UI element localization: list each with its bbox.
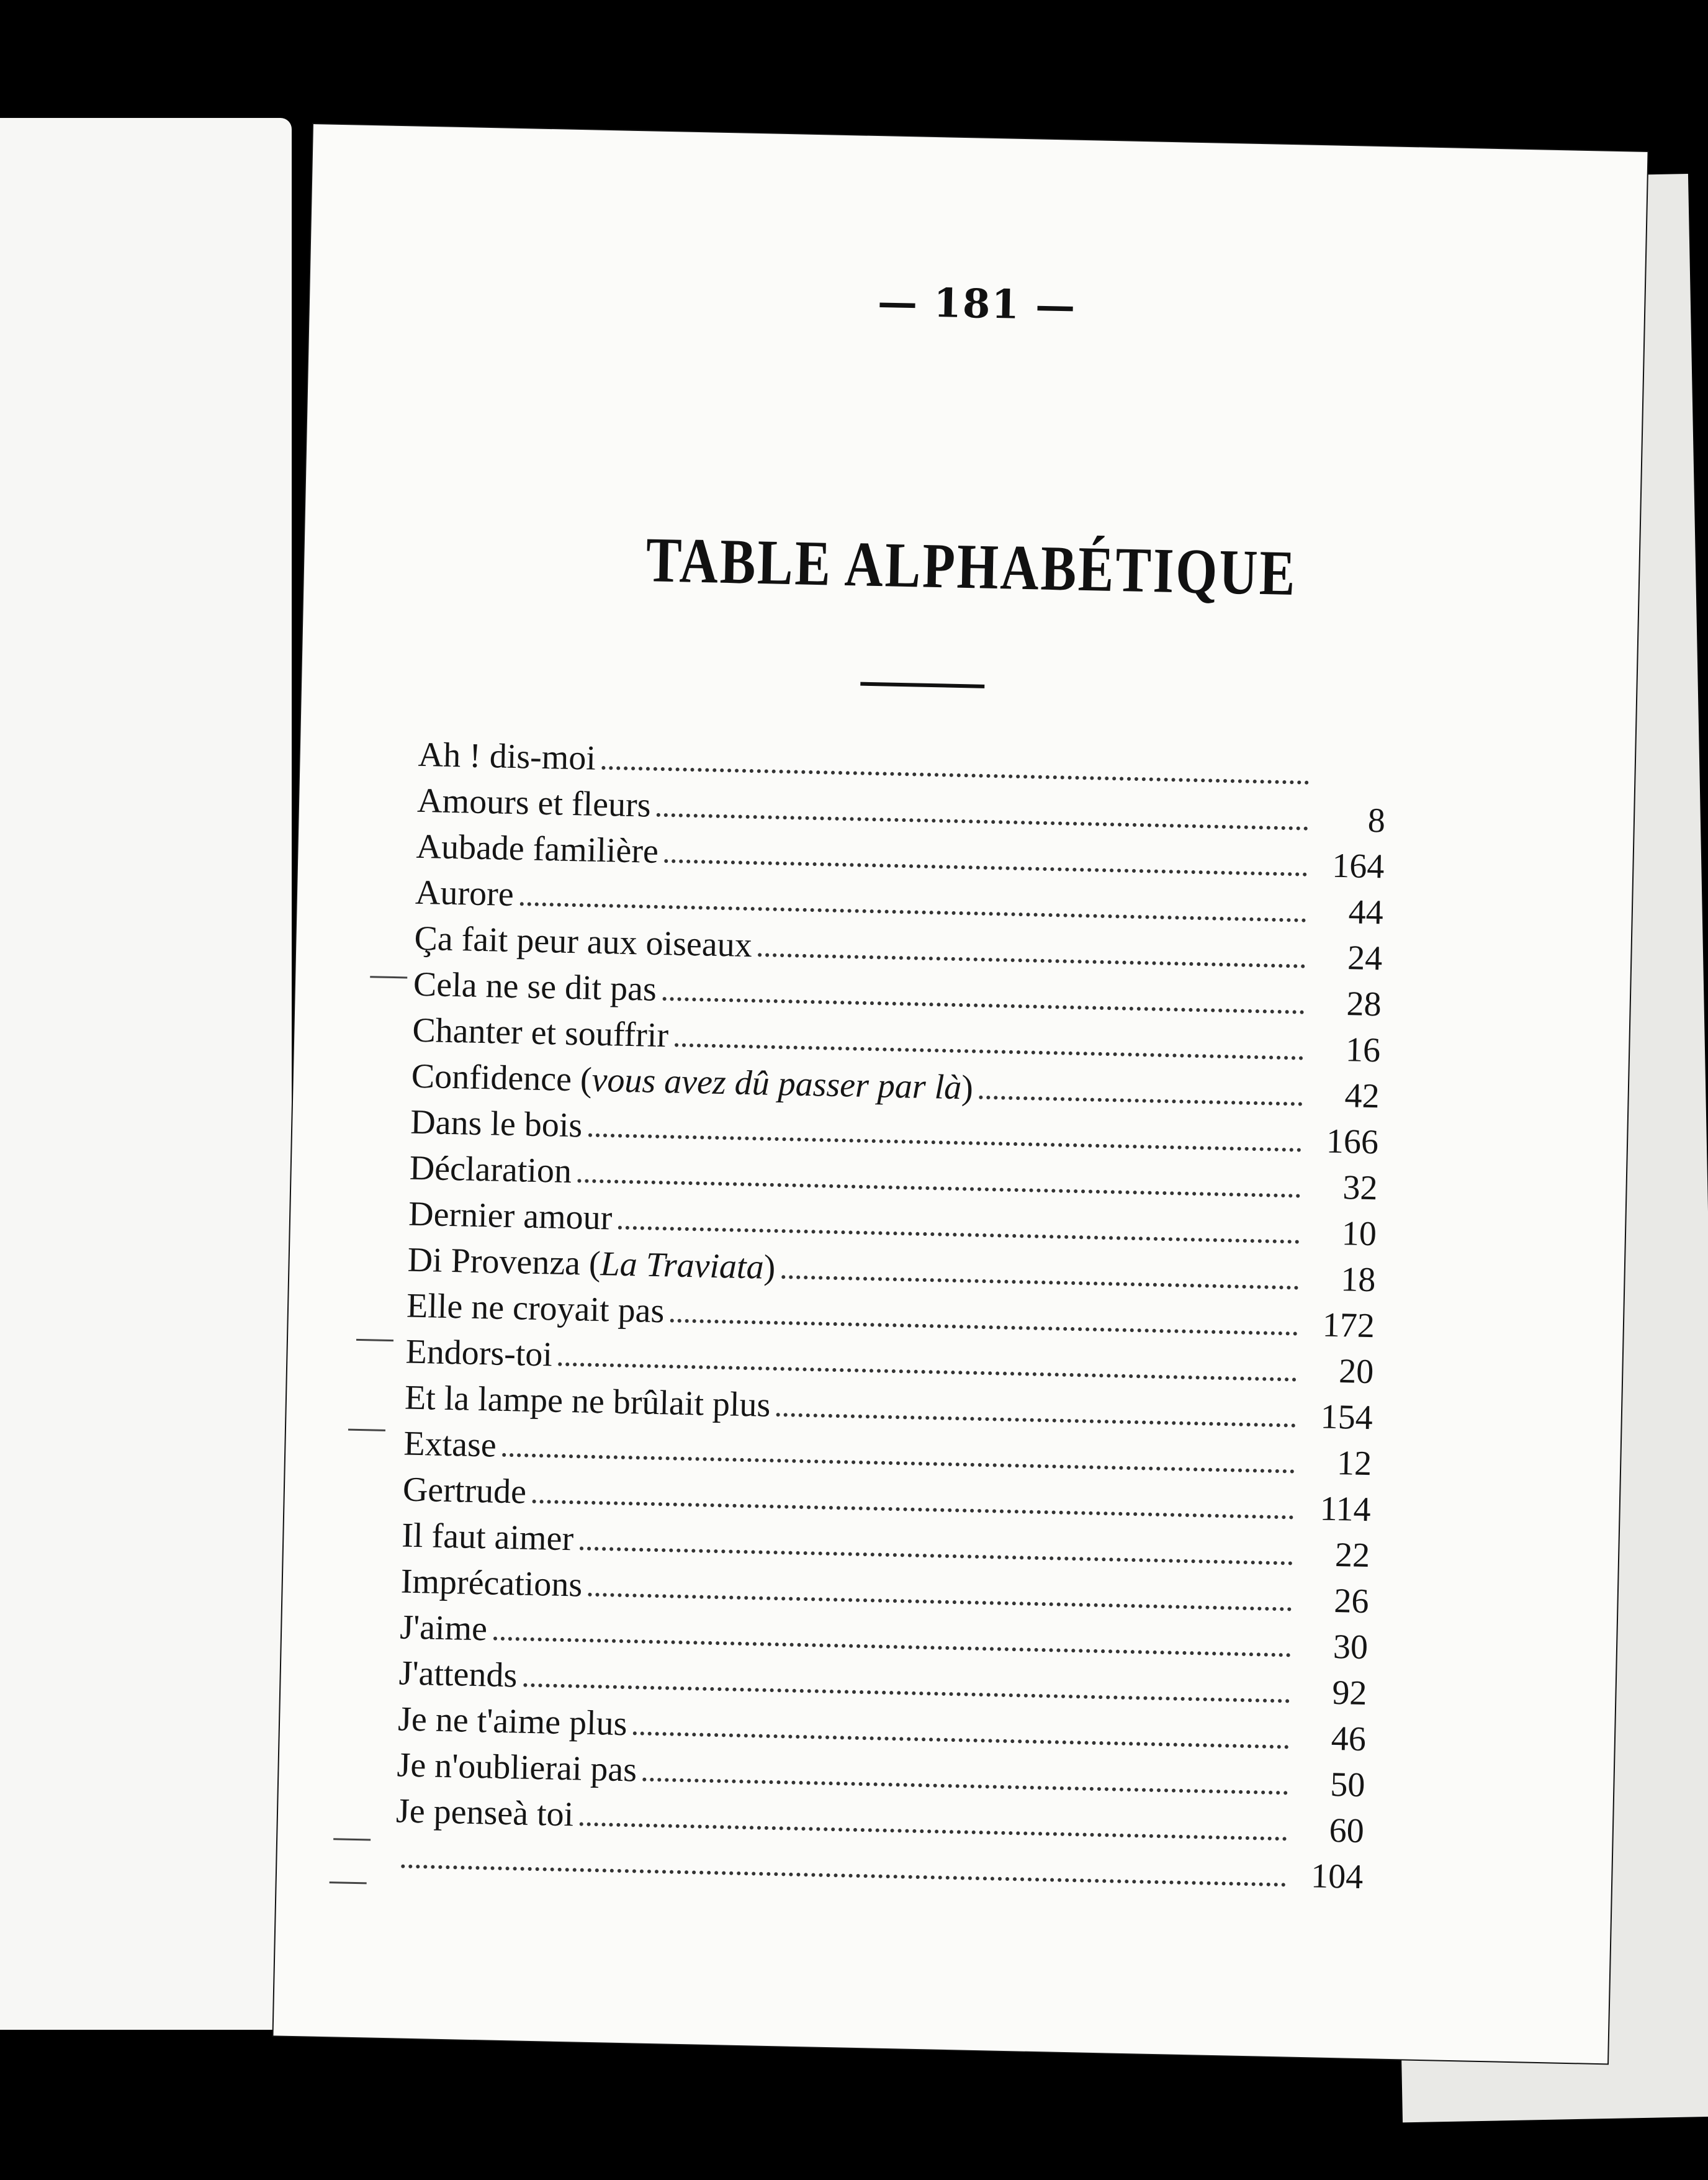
toc-entry-title: Je ne t'aime plus bbox=[397, 1700, 628, 1744]
toc-leader-dots bbox=[493, 1637, 1291, 1657]
table-of-contents bbox=[395, 735, 1387, 1903]
toc-leader-dots bbox=[643, 1778, 1288, 1795]
toc-entry-title: Je penseà toi bbox=[395, 1791, 574, 1834]
toc-entry-title: Aubade familière bbox=[416, 827, 659, 871]
toc-entry-page: 104 bbox=[1310, 1857, 1364, 1897]
toc-entry-page: 20 bbox=[1338, 1352, 1374, 1392]
title-rule bbox=[860, 682, 984, 688]
toc-entry-title: Je n'oublierai pas bbox=[397, 1745, 637, 1790]
toc-entry-page: 50 bbox=[1329, 1765, 1365, 1805]
toc-leader-dots bbox=[776, 1413, 1296, 1428]
toc-entry-page: 42 bbox=[1344, 1076, 1380, 1116]
toc-entry-title: Endors-toi bbox=[405, 1332, 553, 1374]
toc-entry-title: Cela ne se dit pas bbox=[413, 965, 657, 1009]
toc-entry-page: 60 bbox=[1329, 1811, 1365, 1851]
toc-entry-page: 12 bbox=[1336, 1444, 1372, 1484]
toc-entry-page: 28 bbox=[1346, 984, 1382, 1024]
toc-leader-dots bbox=[559, 1362, 1297, 1382]
margin-tick bbox=[356, 1339, 393, 1341]
toc-entry-title: J'attends bbox=[398, 1654, 518, 1695]
toc-leader-dots bbox=[633, 1731, 1289, 1749]
toc-entry-page: 164 bbox=[1331, 846, 1385, 886]
page-title: TABLE ALPHABÉTIQUE bbox=[645, 523, 1298, 609]
toc-entry-page: 154 bbox=[1320, 1397, 1373, 1438]
toc-entry-page: 114 bbox=[1319, 1489, 1372, 1529]
margin-tick bbox=[348, 1429, 385, 1431]
toc-entry-title: J'aime bbox=[399, 1608, 488, 1649]
toc-leader-dots bbox=[580, 1546, 1293, 1565]
toc-entry-page: 46 bbox=[1331, 1719, 1367, 1759]
toc-entry-page: 22 bbox=[1334, 1535, 1370, 1575]
toc-leader-dots bbox=[502, 1453, 1295, 1474]
toc-leader-dots bbox=[519, 902, 1306, 922]
page-number: — 181 — bbox=[877, 279, 1077, 330]
toc-entry-page: 24 bbox=[1347, 939, 1383, 978]
toc-entry-title: Déclaration bbox=[409, 1148, 572, 1191]
toc-entry-page: 8 bbox=[1367, 801, 1386, 840]
toc-entry-page: 16 bbox=[1345, 1030, 1381, 1070]
margin-tick bbox=[330, 1881, 367, 1884]
toc-leader-dots bbox=[588, 1593, 1292, 1611]
toc-entry-page: 172 bbox=[1322, 1305, 1375, 1346]
toc-entry-title: Extase bbox=[403, 1424, 497, 1465]
toc-leader-dots bbox=[758, 953, 1305, 968]
toc-entry-page: 26 bbox=[1333, 1581, 1370, 1621]
toc-leader-dots bbox=[401, 1865, 1286, 1887]
toc-entry-title: Dans le bois bbox=[410, 1102, 583, 1145]
toc-leader-dots bbox=[580, 1822, 1287, 1841]
toc-entry-title: Ça fait peur aux oiseaux bbox=[413, 919, 753, 965]
toc-entry-page: 30 bbox=[1333, 1627, 1369, 1667]
toc-leader-dots bbox=[578, 1179, 1301, 1197]
toc-leader-dots bbox=[670, 1318, 1298, 1335]
toc-entry-page: 92 bbox=[1331, 1673, 1368, 1713]
toc-entry-page: 32 bbox=[1342, 1168, 1378, 1208]
toc-leader-dots bbox=[588, 1133, 1301, 1152]
toc-leader-dots bbox=[979, 1096, 1303, 1106]
toc-entry-title: Chanter et souffrir bbox=[411, 1011, 669, 1055]
toc-entry-title: Ah ! dis-moi bbox=[418, 735, 596, 778]
toc-entry-page: 166 bbox=[1326, 1122, 1379, 1162]
book-page bbox=[273, 124, 1647, 2063]
toc-entry-title: Il faut aimer bbox=[401, 1516, 574, 1559]
toc-leader-dots bbox=[657, 813, 1308, 831]
toc-entry-title: Et la lampe ne brûlait plus bbox=[404, 1378, 771, 1425]
toc-entry-title: Elle ne croyait pas bbox=[406, 1286, 665, 1331]
toc-entry-page bbox=[1318, 785, 1386, 786]
toc-entry-title: Dernier amour bbox=[408, 1194, 613, 1238]
toc-leader-dots bbox=[664, 859, 1307, 876]
toc-leader-dots bbox=[533, 1500, 1294, 1520]
toc-entry-title: Confidence (vous avez dû passer par là) bbox=[411, 1056, 974, 1107]
toc-entry-title: Amours et fleurs bbox=[416, 781, 652, 825]
toc-entry-page: 10 bbox=[1341, 1214, 1377, 1254]
margin-tick bbox=[333, 1838, 371, 1840]
toc-entry-title: Gertrude bbox=[402, 1470, 527, 1511]
toc-leader-dots bbox=[523, 1683, 1290, 1703]
toc-leader-dots bbox=[618, 1226, 1300, 1244]
toc-entry-title: Aurore bbox=[415, 873, 515, 914]
toc-leader-dots bbox=[662, 997, 1304, 1014]
toc-entry-title: Imprécations bbox=[400, 1562, 583, 1605]
toc-leader-dots bbox=[781, 1275, 1298, 1289]
margin-tick bbox=[370, 976, 407, 978]
toc-entry-title: Di Provenza (La Traviata) bbox=[407, 1240, 776, 1287]
toc-leader-dots bbox=[602, 766, 1310, 785]
toc-entry-page: 18 bbox=[1340, 1260, 1377, 1300]
toc-entry-page: 44 bbox=[1348, 893, 1384, 932]
left-facing-page bbox=[0, 118, 292, 2030]
toc-leader-dots bbox=[675, 1043, 1303, 1060]
